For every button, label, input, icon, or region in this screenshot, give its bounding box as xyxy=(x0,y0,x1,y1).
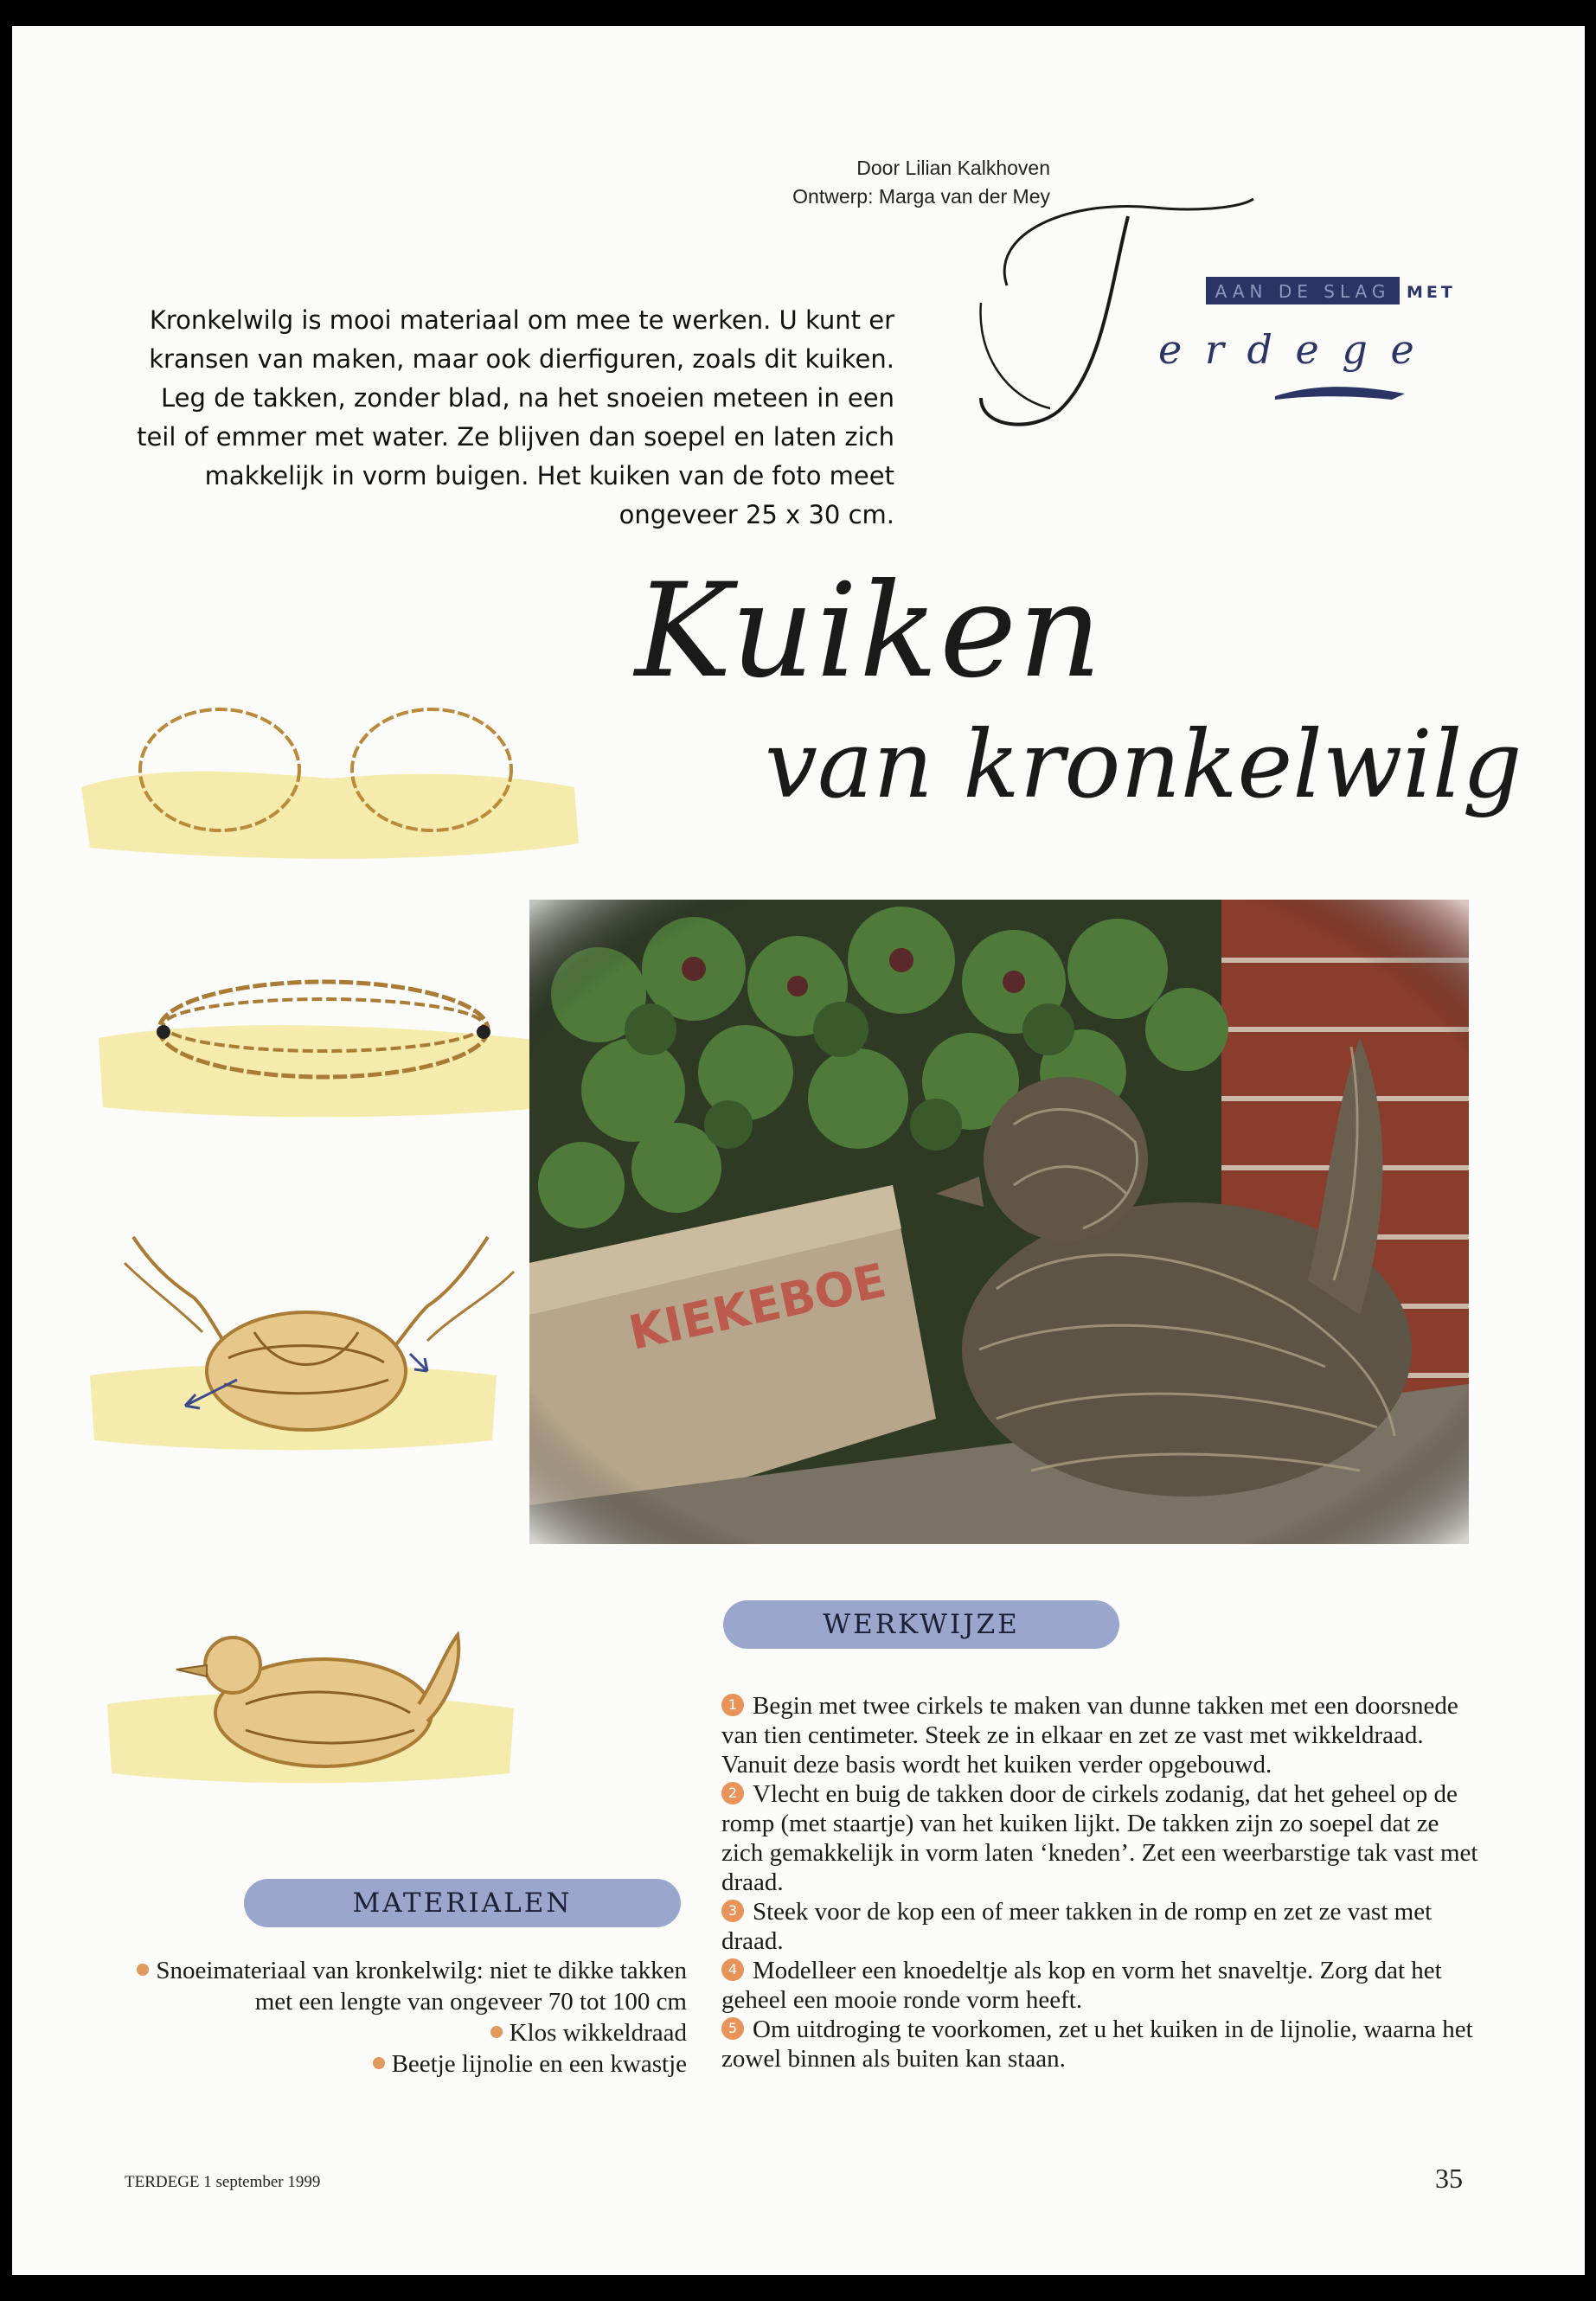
bullet-icon xyxy=(490,2026,503,2038)
step-text-2: Vlecht en buig de takken door de cirkels zodanig, dat het geheel op de romp (met staartje) van het kuiken lijkt. De takken zijn zo soepel dat ze zich gemakkelijk in vorm laten ‘kneden’. Zet een weerbarstige tak vast met draad. xyxy=(721,1780,1478,1896)
design-credit: Ontwerp: Marga van der Mey xyxy=(792,185,1050,208)
bullet-icon xyxy=(137,1964,149,1976)
step-text-1: Begin met twee cirkels te maken van dunne takken met een doorsnede van tien centimeter. Steek ze in elkaar en zet ze vast met wikkeldraad. Vanuit deze basis wordt het kuiken verder opgebouwd. xyxy=(721,1692,1458,1779)
step-2 xyxy=(721,1779,1483,1897)
step-3 xyxy=(721,1897,1483,1956)
logo-met: MET xyxy=(1407,283,1456,302)
footer-issue: TERDEGE 1 september 1999 xyxy=(125,2173,321,2191)
step-4 xyxy=(721,1956,1483,2015)
material-item: Klos wikkeldraad xyxy=(125,2017,687,2048)
werkwijze-steps xyxy=(721,1691,1483,2073)
step-1 xyxy=(721,1691,1483,1779)
illustration-crossed-rings xyxy=(81,956,566,1129)
step-number-1: 1 xyxy=(721,1694,744,1716)
step-5 xyxy=(721,2015,1483,2073)
logo-swoosh xyxy=(1275,387,1405,400)
illustration-woven-body xyxy=(64,1211,548,1471)
intro-paragraph: Kronkelwilg is mooi materiaal om mee te werken. U kunt er kransen van maken, maar ook dierfiguren, zoals dit kuiken. Leg de takken, zonder blad, na het snoeien meteen in een teil of emmer met water. Ze blijven dan soepel en laten zich makkelijk in vorm buigen. Het kuiken van de foto meet ongeveer 25 x 30 cm. xyxy=(137,305,894,529)
title-main: Kuiken xyxy=(635,556,1104,707)
step-number-5: 5 xyxy=(721,2017,744,2040)
illustration-chick xyxy=(81,1600,531,1799)
materialen-list xyxy=(125,1955,687,2080)
step-text-3: Steek voor de kop een of meer takken in de romp en zet ze vast met draad. xyxy=(721,1898,1433,1955)
step-number-3: 3 xyxy=(721,1900,744,1922)
logo-wordmark: e r d e g e xyxy=(1158,326,1420,373)
step-number-4: 4 xyxy=(721,1958,744,1981)
werkwijze-heading: WERKWIJZE xyxy=(723,1600,1119,1649)
page-number: 35 xyxy=(1435,2163,1463,2194)
step-number-2: 2 xyxy=(721,1782,744,1804)
material-item: Snoeimateriaal van kronkelwilg: niet te dikke takken met een lengte van ongeveer 70 tot 100 cm xyxy=(125,1955,687,2017)
bullet-icon xyxy=(373,2057,385,2069)
step-text-5: Om uitdroging te voorkomen, zet u het kuiken in de lijnolie, waarna het zowel binnen als buiten kan staan. xyxy=(721,2016,1473,2073)
magazine-page xyxy=(12,26,1585,2275)
materialen-heading: MATERIALEN xyxy=(244,1879,681,1927)
step-text-4: Modelleer een knoedeltje als kop en vorm het snaveltje. Zorg dat het geheel een mooie ronde vorm heeft. xyxy=(721,1957,1442,2014)
title-subtitle: van kronkelwilg xyxy=(765,711,1522,819)
material-item: Beetje lijnolie en een kwastje xyxy=(125,2048,687,2080)
illustration-two-rings xyxy=(55,692,592,874)
terdege-logo xyxy=(955,182,1474,458)
chick-photo xyxy=(529,900,1469,1544)
logo-banner-text: AAN DE SLAG xyxy=(1215,281,1391,302)
author-credit: Door Lilian Kalkhoven xyxy=(856,157,1050,179)
